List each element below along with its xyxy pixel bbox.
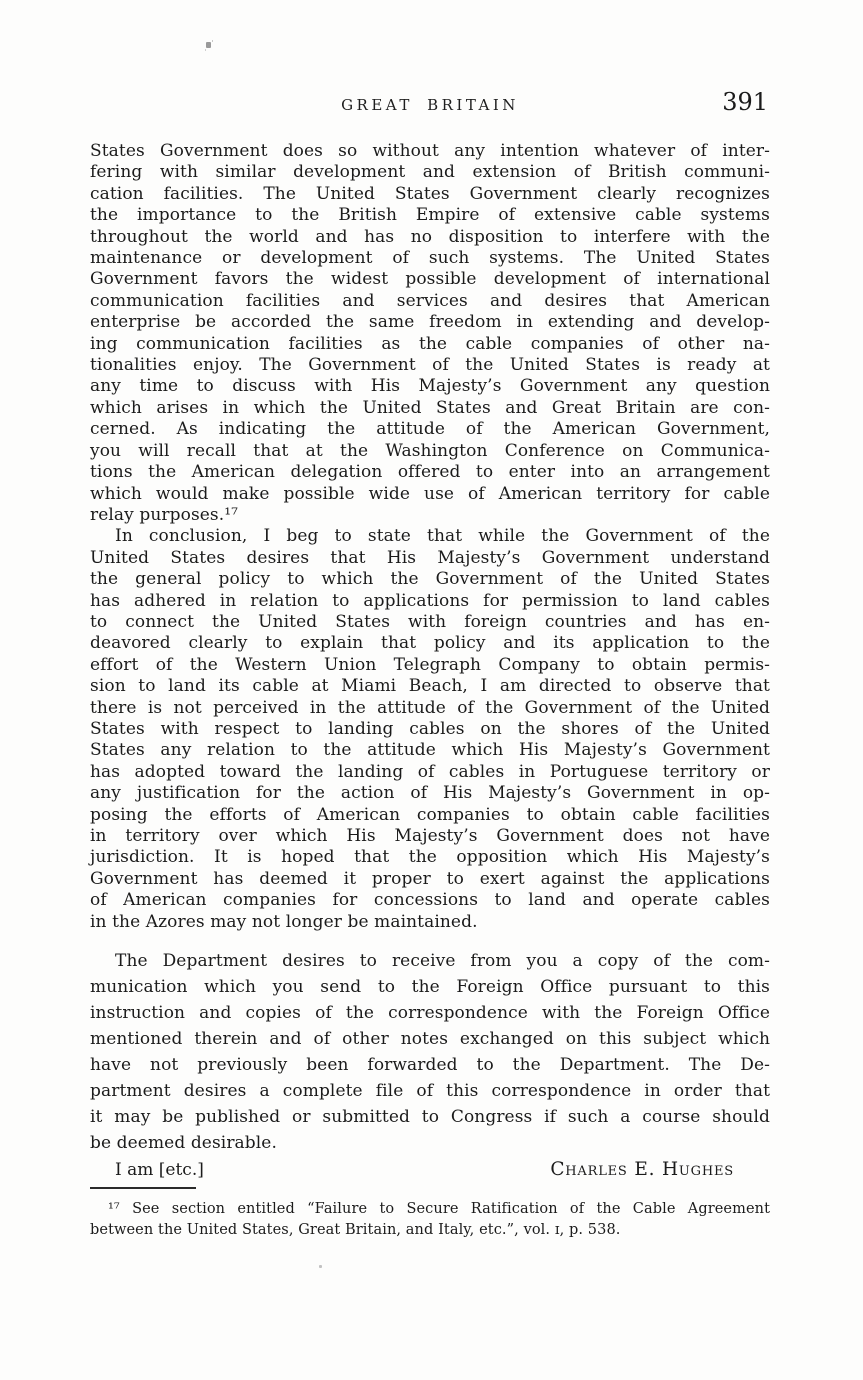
text-line: any justification for the action of His Majesty’s Government in op-	[90, 783, 770, 804]
text-line: United States desires that His Majesty’s Government understand	[90, 547, 770, 568]
text-line: you will recall that at the Washington Conference on Communica-	[90, 440, 770, 461]
text-line: which would make possible wide use of American territory for cable	[90, 483, 770, 504]
text-line: communication facilities and services and desires that American	[90, 290, 770, 311]
page-number: 391	[722, 88, 768, 116]
text-line: munication which you send to the Foreign Office pursuant to this	[90, 977, 770, 998]
text-line: Government has deemed it proper to exert against the applications	[90, 868, 770, 889]
text-line: relay purposes.¹⁷	[90, 504, 239, 525]
text-line: sion to land its cable at Miami Beach, I am directed to observe that	[90, 676, 770, 697]
letter-body	[90, 141, 770, 1183]
text-line: between the United States, Great Britain, and Italy, etc.”, vol. ɪ, p. 538.	[90, 1222, 621, 1238]
signature: Charles E. Hughes	[550, 1159, 734, 1181]
text-line: The Department desires to receive from you a copy of the com-	[115, 951, 770, 972]
paragraph-department-request	[90, 948, 770, 1156]
scan-speck	[206, 42, 211, 48]
text-line: be deemed desirable.	[90, 1133, 277, 1154]
text-line: has adopted toward the landing of cables in Portuguese territory or	[90, 761, 770, 782]
text-line: partment desires a complete file of this correspondence in order that	[90, 1081, 770, 1102]
footnote-rule	[90, 1187, 196, 1189]
text-line: instruction and copies of the correspondence with the Foreign Office	[90, 1003, 770, 1024]
text-line: maintenance or development of such systems. The United States	[90, 248, 770, 269]
text-line: cation facilities. The United States Government clearly recognizes	[90, 183, 770, 204]
text-line: have not previously been forwarded to the Department. The De-	[90, 1055, 770, 1076]
text-line: ¹⁷ See section entitled “Failure to Secure Ratification of the Cable Agreement	[108, 1201, 770, 1217]
text-line: any time to discuss with His Majesty’s Government any question	[90, 376, 770, 397]
paragraph-conclusion	[90, 526, 770, 933]
text-line: deavored clearly to explain that policy and its application to the	[90, 633, 770, 654]
footnote	[90, 1199, 770, 1241]
text-line: ing communication facilities as the cable companies of other na-	[90, 333, 770, 354]
text-line: of American companies for concessions to land and operate cables	[90, 890, 770, 911]
text-line: Government favors the widest possible development of international	[90, 269, 770, 290]
text-line: States any relation to the attitude which His Majesty’s Government	[90, 740, 770, 761]
text-line: the general policy to which the Government of the United States	[90, 569, 770, 590]
text-line: fering with similar development and extension of British communi-	[90, 162, 770, 183]
text-line: in territory over which His Majesty’s Government does not have	[90, 826, 770, 846]
text-line: tions the American delegation offered to enter into an arrangement	[90, 462, 770, 483]
text-line: posing the efforts of American companies to obtain cable facilities	[90, 804, 770, 825]
text-line: the importance to the British Empire of extensive cable systems	[90, 205, 770, 226]
running-title: GREAT BRITAIN	[341, 96, 519, 114]
text-line: jurisdiction. It is hoped that the opposition which His Majesty’s	[90, 847, 770, 868]
text-line: In conclusion, I beg to state that while the Government of the	[115, 526, 770, 547]
text-line: to connect the United States with foreign countries and has en-	[90, 611, 770, 632]
text-line: States Government does so without any intention whatever of inter-	[90, 141, 770, 161]
page-header	[90, 88, 770, 118]
text-line: it may be published or submitted to Congress if such a course should	[90, 1107, 770, 1128]
text-line: cerned. As indicating the attitude of the American Government,	[90, 419, 770, 440]
text-line: which arises in which the United States and Great Britain are con-	[90, 397, 770, 418]
text-line: States with respect to landing cables on the shores of the United	[90, 718, 770, 739]
scan-speck	[319, 1265, 322, 1268]
text-line: in the Azores may not longer be maintained.	[90, 911, 478, 932]
salutation: I am [etc.]	[115, 1160, 204, 1181]
text-line: tionalities enjoy. The Government of the United States is ready at	[90, 355, 770, 376]
text-line: has adhered in relation to applications for permission to land cables	[90, 590, 770, 611]
paragraph-continuation	[90, 141, 770, 526]
text-line: enterprise be accorded the same freedom in extending and develop-	[90, 312, 770, 333]
text-line: mentioned therein and of other notes exchanged on this subject which	[90, 1029, 770, 1050]
closing-row	[90, 1157, 770, 1183]
text-line: there is not perceived in the attitude of the Government of the United	[90, 697, 770, 718]
text-line: throughout the world and has no disposition to interfere with the	[90, 226, 770, 247]
text-line: effort of the Western Union Telegraph Company to obtain permis-	[90, 654, 770, 675]
